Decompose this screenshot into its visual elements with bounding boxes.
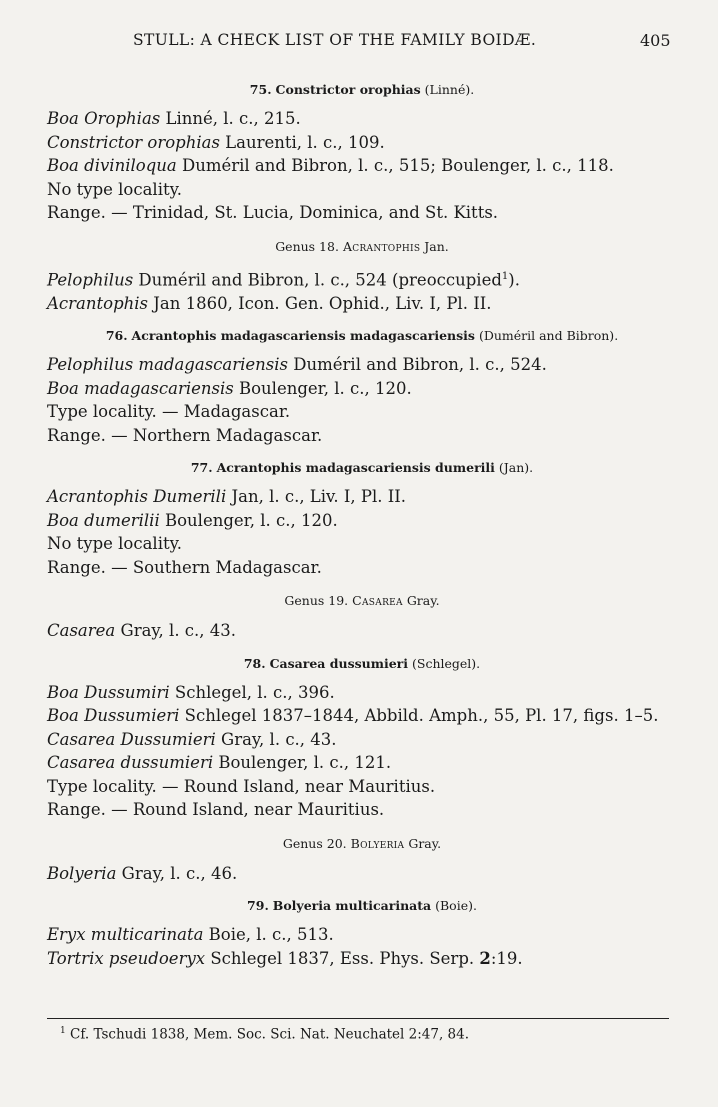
citation-text: Boulenger, l. c., 121.: [213, 753, 392, 772]
species-author: (Boie).: [435, 898, 477, 913]
citation-text: Linné, l. c., 215.: [160, 109, 301, 128]
species-name: Bolyeria multicarinata: [272, 898, 432, 913]
species-number: 78.: [243, 655, 266, 671]
synonym-entry: [47, 798, 677, 822]
footnote: [60, 1026, 469, 1043]
synonym-entry: [47, 107, 677, 131]
citation-text: Jan 1860, Icon. Gen. Ophid., Liv. I, Pl. II.: [148, 293, 492, 313]
species-name: Casarea dussumieri: [269, 655, 409, 671]
synonym-entry: [47, 201, 677, 225]
species-number: 76.: [105, 328, 128, 343]
genus-heading: [47, 586, 677, 615]
footnote-divider: [47, 1018, 669, 1019]
species-author: (Duméril and Bibron).: [478, 328, 619, 343]
taxon-name: Pelophilus: [47, 270, 134, 289]
synonym-entry: [47, 424, 677, 448]
citation-text: Range. — Southern Madagascar.: [47, 557, 322, 577]
citation-text: Type locality. — Madagascar.: [47, 402, 291, 421]
synonym-entry: [47, 681, 677, 705]
genus-number: Genus 20.: [282, 835, 347, 851]
synonym-entry: [47, 292, 677, 316]
checklist-body: [47, 76, 677, 970]
species-number: 77.: [190, 460, 213, 475]
citation-text: Duméril and Bibron, l. c., 524.: [288, 355, 547, 374]
citation-text: Boulenger, l. c., 120.: [159, 510, 338, 530]
genus-name: Bolyeria: [350, 835, 405, 851]
taxon-name: Tortrix pseudoeryx: [47, 948, 206, 968]
taxon-name: Bolyeria: [47, 863, 117, 883]
synonym-entry: [47, 532, 677, 556]
synonym-entry: [47, 704, 677, 728]
taxon-name: Boa diviniloqua: [47, 156, 177, 175]
synonym-entry: [47, 775, 677, 799]
taxon-name: Constrictor orophias: [47, 132, 220, 152]
species-number: 75.: [249, 82, 272, 97]
synonym-entry: [47, 400, 677, 424]
species-heading: [47, 892, 677, 919]
genus-name: Acrantophis: [342, 238, 421, 254]
volume-number: 2: [479, 948, 491, 968]
synonym-entry: [47, 178, 677, 202]
citation-tail: :19.: [490, 948, 523, 968]
running-title: STULL: A CHECK LIST OF THE FAMILY BOIDÆ.: [133, 31, 537, 49]
genus-author: Gray.: [406, 593, 440, 608]
citation-text: Laurenti, l. c., 109.: [219, 132, 385, 152]
taxon-name: Eryx multicarinata: [47, 925, 204, 944]
species-heading: [47, 650, 677, 677]
species-number: 79.: [247, 898, 269, 913]
footnote-ref: 1: [501, 270, 509, 282]
footnote-mark: 1: [60, 1026, 66, 1036]
genus-heading: [47, 829, 677, 858]
synonym-entry: [47, 154, 677, 178]
taxon-name: Pelophilus madagascariensis: [47, 355, 289, 374]
citation-text: Range. — Northern Madagascar.: [47, 425, 323, 445]
citation-text: No type locality.: [47, 534, 182, 553]
citation-tail: ).: [508, 270, 520, 289]
taxon-name: Boa Dussumiri: [47, 682, 170, 702]
synonym-entry: [47, 509, 677, 533]
citation-text: Boulenger, l. c., 120.: [233, 378, 412, 398]
genus-author: Gray.: [408, 835, 442, 851]
synonym-entry: [47, 947, 677, 971]
synonym-entry: [47, 131, 677, 155]
citation-text: Gray, l. c., 43.: [115, 621, 237, 640]
synonym-entry: [47, 556, 677, 580]
citation-text: Gray, l. c., 43.: [215, 729, 337, 749]
species-author: (Schlegel).: [412, 655, 481, 671]
citation-text: Jan, l. c., Liv. I, Pl. II.: [226, 487, 407, 506]
synonym-entry: [47, 485, 677, 509]
synonym-entry: [47, 862, 677, 886]
page-number: 405: [640, 31, 671, 50]
synonym-entry: [47, 728, 677, 752]
taxon-name: Boa Orophias: [47, 109, 161, 128]
taxon-name: Casarea dussumieri: [47, 753, 214, 772]
synonym-entry: [47, 619, 677, 643]
species-author: (Linné).: [424, 82, 475, 97]
citation-text: Type locality. — Round Island, near Mauritius.: [47, 776, 436, 796]
species-heading: [47, 454, 677, 481]
taxon-name: Boa Dussumieri: [47, 706, 180, 725]
citation-text: Schlegel 1837–1844, Abbild. Amph., 55, Pl. 17, figs. 1–5.: [179, 706, 659, 725]
species-name: Acrantophis madagascariensis madagascariensis: [131, 328, 475, 343]
synonym-entry: [47, 265, 677, 292]
citation-text: Gray, l. c., 46.: [116, 863, 238, 883]
running-header: [0, 31, 718, 55]
synonym-entry: [47, 353, 677, 377]
taxon-name: Casarea: [47, 621, 116, 640]
citation-text: Range. — Trinidad, St. Lucia, Dominica, and St. Kitts.: [47, 203, 499, 222]
synonym-entry: [47, 377, 677, 401]
taxon-name: Casarea Dussumieri: [47, 729, 216, 749]
species-name: Constrictor orophias: [275, 82, 421, 97]
species-heading: [47, 76, 677, 103]
genus-number: Genus 19.: [284, 593, 349, 608]
genus-author: Jan.: [424, 238, 449, 254]
citation-text: Range. — Round Island, near Mauritius.: [47, 800, 385, 819]
species-author: (Jan).: [498, 460, 534, 475]
genus-number: Genus 18.: [275, 238, 339, 254]
citation-text: Boie, l. c., 513.: [203, 925, 334, 944]
taxon-name: Acrantophis: [47, 293, 149, 313]
taxon-name: Boa dumerilii: [47, 510, 160, 530]
citation-text: Schlegel, l. c., 396.: [169, 682, 335, 702]
citation-text: Duméril and Bibron, l. c., 524 (preoccupied: [133, 270, 502, 289]
citation-text: No type locality.: [47, 179, 182, 199]
taxon-name: Boa madagascariensis: [47, 378, 234, 398]
footnote-text: Cf. Tschudi 1838, Mem. Soc. Sci. Nat. Neuchatel 2:47, 84.: [65, 1026, 470, 1043]
citation-text: Duméril and Bibron, l. c., 515; Boulenger, l. c., 118.: [176, 156, 614, 175]
taxon-name: Acrantophis Dumerili: [47, 487, 227, 506]
synonym-entry: [47, 923, 677, 947]
genus-name: Casarea: [352, 593, 403, 608]
species-heading: [47, 322, 677, 349]
citation-text: Schlegel 1837, Ess. Phys. Serp.: [205, 948, 480, 968]
synonym-entry: [47, 751, 677, 775]
species-name: Acrantophis madagascariensis dumerili: [216, 460, 495, 475]
genus-heading: [47, 232, 677, 261]
